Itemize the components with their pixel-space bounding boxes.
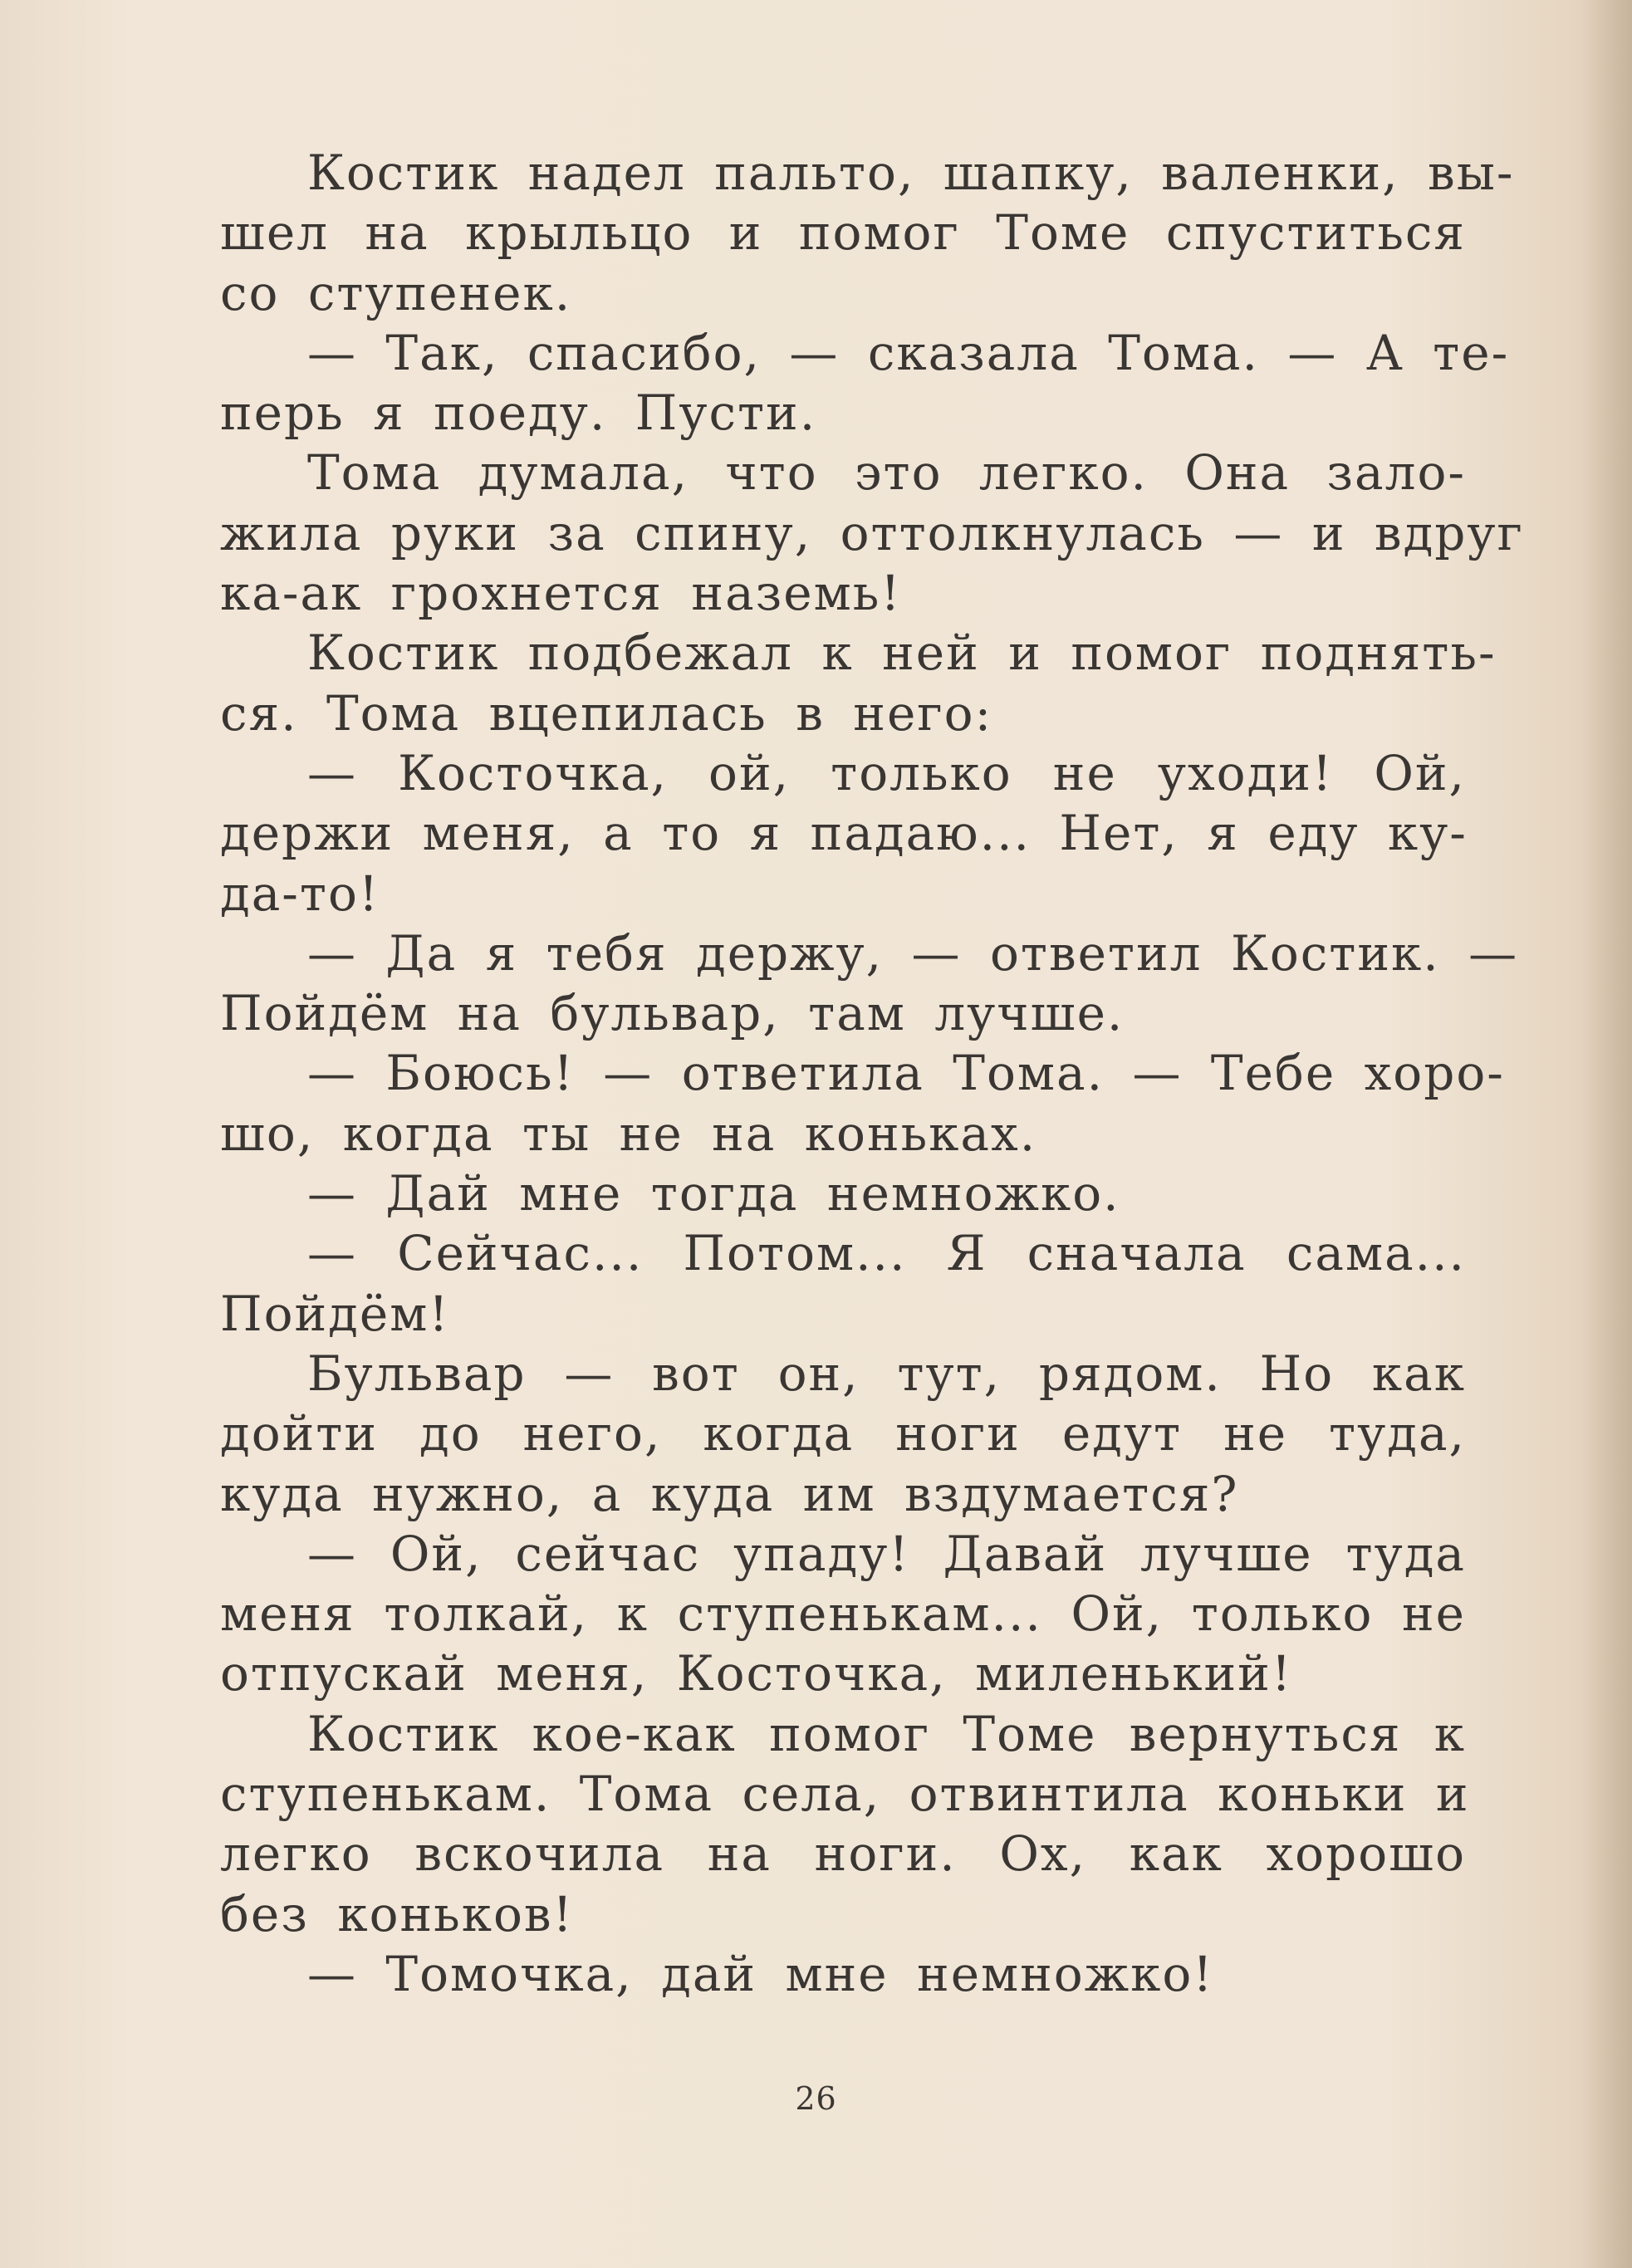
page-edge-shadow bbox=[1582, 0, 1632, 2268]
text-line: — Да я тебя держу, — ответил Костик. — bbox=[307, 924, 1519, 982]
text-line: Тома думала, что это легко. Она зало- bbox=[307, 444, 1466, 502]
text-line: со ступенек. bbox=[220, 264, 572, 321]
text-line: — Так, спасибо, — сказала Тома. — А те- bbox=[307, 324, 1510, 381]
text-line: легко вскочила на ноги. Ох, как хорошо bbox=[220, 1825, 1466, 1883]
text-line: меня толкай, к ступенькам... Ой, только не bbox=[220, 1585, 1466, 1643]
text-line: Костик кое-как помог Томе вернуться к bbox=[307, 1705, 1466, 1762]
text-line: Костик подбежал к ней и помог поднять- bbox=[307, 625, 1497, 682]
text-line: — Дай мне тогда немножко. bbox=[307, 1165, 1120, 1222]
text-line: шо, когда ты не на коньках. bbox=[220, 1105, 1037, 1162]
text-line: без коньков! bbox=[220, 1885, 574, 1942]
text-line: — Боюсь! — ответила Тома. — Тебе хоро- bbox=[307, 1045, 1505, 1102]
text-line: Костик надел пальто, шапку, валенки, вы- bbox=[307, 145, 1515, 201]
text-line: шел на крыльцо и помог Томе спуститься bbox=[220, 204, 1466, 262]
text-line: — Сейчас... Потом... Я сначала сама... bbox=[307, 1225, 1466, 1282]
text-line: — Томочка, дай мне немножко! bbox=[307, 1945, 1214, 2002]
text-line: держи меня, а то я падаю... Нет, я еду ку- bbox=[220, 805, 1468, 862]
body-text bbox=[220, 143, 1524, 2004]
text-line: жила руки за спину, оттолкнулась — и вдруг bbox=[220, 504, 1524, 561]
text-line: ся. Тома вцепилась в него: bbox=[220, 684, 993, 742]
text-line: ступенькам. Тома села, отвинтила коньки и bbox=[220, 1766, 1470, 1823]
text-line: дойти до него, когда ноги едут не туда, bbox=[220, 1405, 1466, 1462]
text-line: Бульвар — вот он, тут, рядом. Но как bbox=[307, 1345, 1466, 1402]
text-line: ка-ак грохнется наземь! bbox=[220, 565, 902, 622]
text-line: да-то! bbox=[220, 865, 380, 922]
text-line: куда нужно, а куда им вздумается? bbox=[220, 1465, 1239, 1522]
text-line: Пойдём! bbox=[220, 1285, 450, 1342]
text-line: — Ой, сейчас упаду! Давай лучше туда bbox=[307, 1525, 1466, 1582]
text-line: Пойдём на бульвар, там лучше. bbox=[220, 985, 1125, 1042]
text-line: — Косточка, ой, только не уходи! Ой, bbox=[307, 744, 1466, 801]
page-number: 26 bbox=[795, 2080, 837, 2117]
text-line: отпускай меня, Косточка, миленький! bbox=[220, 1645, 1293, 1702]
text-line: перь я поеду. Пусти. bbox=[220, 385, 817, 442]
